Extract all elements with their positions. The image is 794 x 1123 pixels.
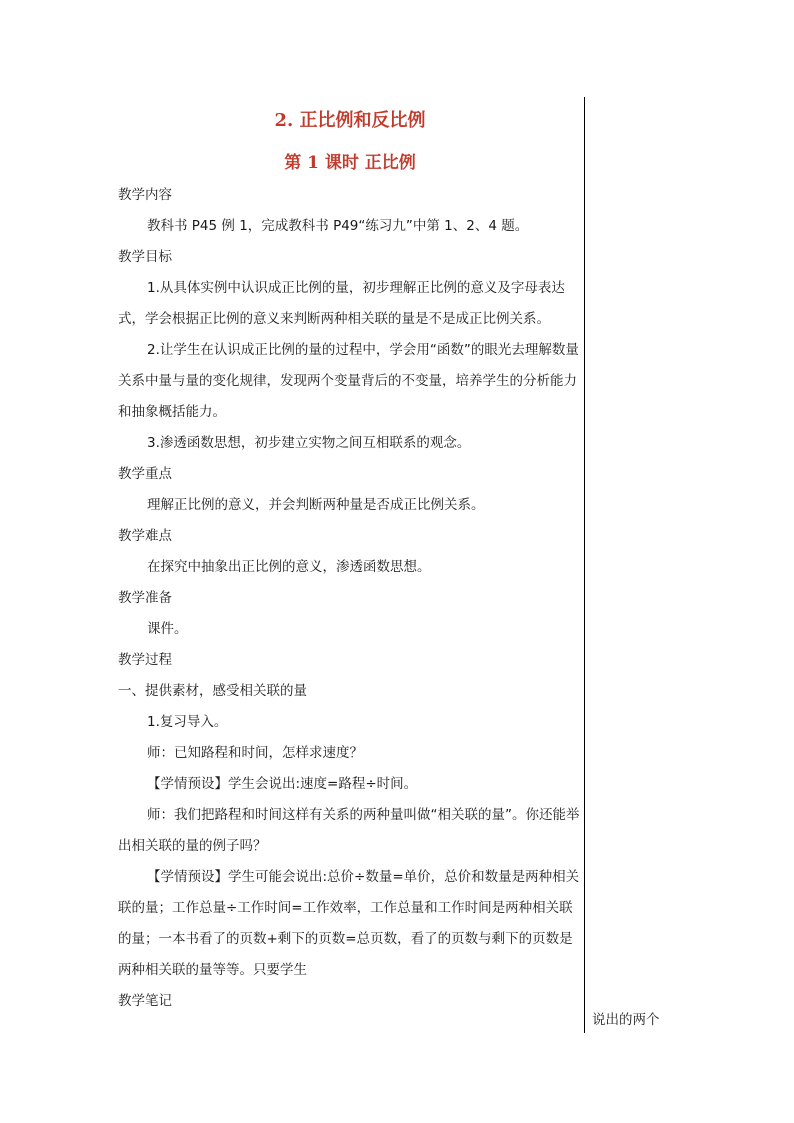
- heading-process: 教学过程: [118, 652, 172, 668]
- page-title: 2. 正比例和反比例: [274, 110, 426, 131]
- goal-2: 2.让学生在认识成正比例的量的过程中，学会用“函数”的眼光去理解数量关系中量与量的变化规律，发现两个变量背后的不变量，培养学生的分析能力和抽象概括能力。: [118, 342, 579, 420]
- key-text: 理解正比例的意义，并会判断两种量是否成正比例关系。: [147, 497, 485, 513]
- part-1-heading: 一、提供素材，感受相关联的量: [118, 683, 307, 699]
- page-subtitle: 第 1 课时 正比例: [284, 153, 416, 173]
- teacher-line-1: 师：已知路程和时间，怎样求速度？: [147, 745, 363, 761]
- goal-3: 3.渗透函数思想，初步建立实物之间互相联系的观念。: [147, 435, 471, 451]
- content-text: 教科书 P45 例 1，完成教科书 P49“练习九”中第 1、2、4 题。: [147, 218, 529, 234]
- preset-1: 【学情预设】学生会说出:速度=路程÷时间。: [147, 776, 418, 792]
- step-1: 1.复习导入。: [147, 714, 228, 730]
- heading-difficulty: 教学难点: [118, 528, 172, 544]
- goal-1: 1.从具体实例中认识成正比例的量，初步理解正比例的意义及字母表达式，学会根据正比例的意义来判断两种相关联的量是不是成正比例关系。: [118, 280, 565, 327]
- heading-prep: 教学准备: [118, 590, 172, 606]
- prep-text: 课件。: [147, 621, 188, 637]
- heading-key: 教学重点: [118, 466, 172, 482]
- side-note: 说出的两个: [592, 1012, 660, 1028]
- heading-goals: 教学目标: [118, 249, 172, 265]
- heading-content: 教学内容: [118, 187, 172, 203]
- difficulty-text: 在探究中抽象出正比例的意义，渗透函数思想。: [147, 559, 431, 575]
- teacher-line-2: 师：我们把路程和时间这样有关系的两种量叫做“相关联的量”。你还能举出相关联的量的例子吗？: [118, 807, 580, 854]
- notes-divider-line: [584, 97, 585, 1033]
- heading-notes: 教学笔记: [118, 993, 172, 1009]
- preset-2: 【学情预设】学生可能会说出:总价÷数量=单价，总价和数量是两种相关联的量；工作总量÷工作时间=工作效率，工作总量和工作时间是两种相关联的量；一本书看了的页数+剩下的页数=总页数，看了的页数与剩下的页数是两种相关联的量等等。只要学生: [118, 869, 580, 978]
